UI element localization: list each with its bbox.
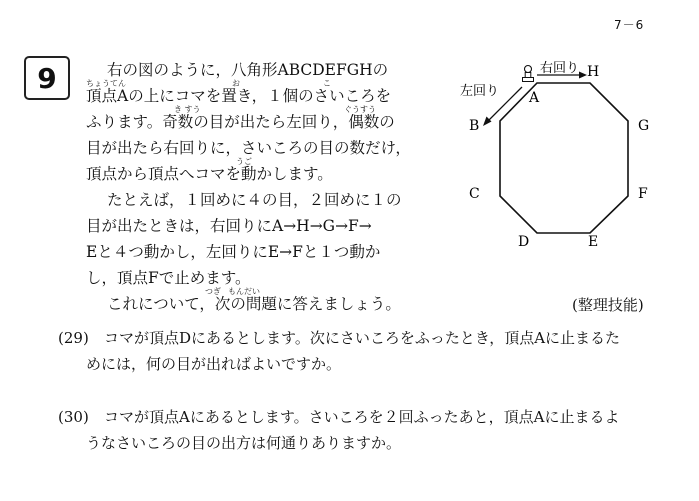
vertex-label-a: A [529, 90, 540, 106]
ruby-o: お [232, 79, 240, 88]
octagon-figure [440, 52, 680, 258]
question-29-line-2: めには，何の目が出ればよいですか。 [86, 355, 342, 373]
koma-piece [523, 66, 534, 82]
vertex-label-f: F [638, 186, 648, 202]
vertex-label-c: C [469, 186, 480, 202]
vertex-label-h: H [587, 64, 600, 80]
ruby-ko: こ [323, 79, 331, 88]
vertex-label-e: E [588, 234, 599, 250]
body-line-1: 右の図のように，八角形ABCDEFGHの [107, 61, 389, 79]
octagon-shape [500, 83, 628, 233]
problem-number: 9 [37, 61, 57, 95]
body-line-2: 頂点Aの上にコマを置き，１個のさいころを [86, 87, 392, 105]
body-line-6: たとえば，１回めに４の目，２回めに１の [107, 191, 402, 209]
ruby-ugo: うご [236, 157, 252, 166]
ruby-kisuu: き すう [174, 105, 201, 114]
left-turn-label: 左回り [460, 84, 500, 99]
question-30-line-1: コマが頂点Aにあるとします。さいころを２回ふったあと，頂点Aに止まるよ [104, 408, 620, 426]
question-30-number: (30) [58, 408, 89, 426]
vertex-label-b: B [469, 118, 480, 134]
page-number: 7－6 [614, 18, 645, 32]
ruby-mondai: もんだい [228, 287, 260, 296]
vertex-label-g: G [638, 118, 650, 134]
body-line-8: Eと４つ動かし，左回りにE→Fと１つ動か [86, 243, 381, 261]
vertex-label-d: D [518, 234, 530, 250]
body-line-10: これについて，次の問題に答えましょう。 [107, 295, 401, 313]
body-line-9: し，頂点Fで止めます。 [86, 269, 251, 287]
ruby-guusuu: ぐうすう [344, 105, 376, 114]
body-line-7: 目が出たときは，右回りにA→H→G→F→ [86, 217, 372, 235]
ruby-tsugi: つぎ [205, 287, 221, 296]
body-line-5: 頂点から頂点へコマを動かします。 [86, 165, 333, 183]
ruby-chouten: ちょうてん [86, 79, 126, 88]
question-30-line-2: うなさいころの目の出方は何通りありますか。 [86, 434, 402, 452]
right-turn-label: 右回り [540, 61, 580, 76]
body-line-3: ふります。奇数の目が出たら左回り，偶数の [86, 113, 395, 131]
problem-number-box [24, 56, 70, 100]
skill-tag: (整理技能) [572, 296, 644, 314]
question-29-line-1: コマが頂点Dにあるとします。次にさいころをふったとき，頂点Aに止まるた [104, 329, 621, 347]
question-29-number: (29) [58, 329, 89, 347]
body-line-4: 目が出たら右回りに，さいころの目の数だけ， [86, 139, 411, 157]
